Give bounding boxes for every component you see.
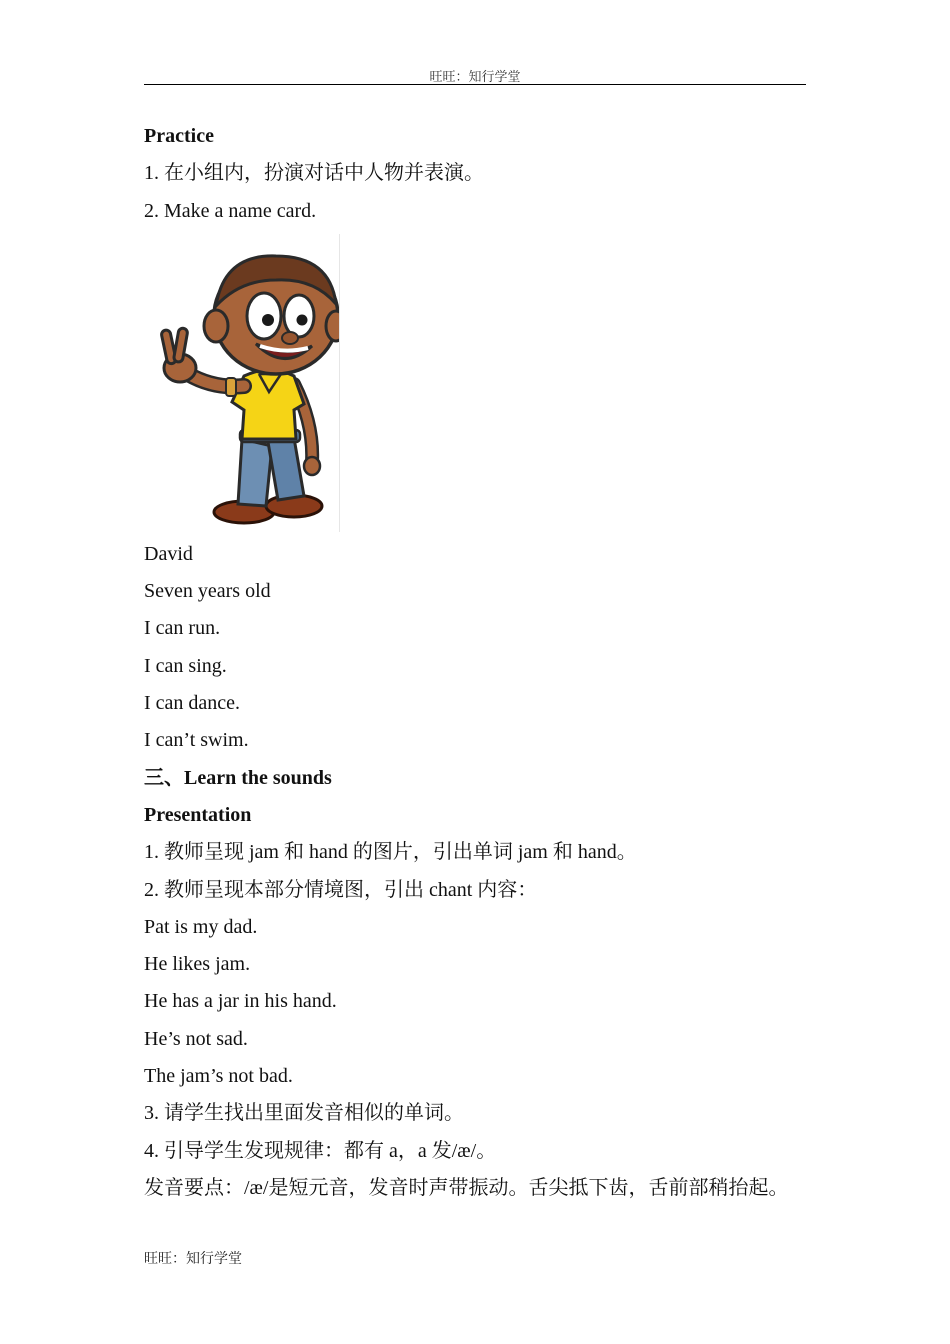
- practice-heading: Practice: [144, 125, 214, 147]
- practice-item-1: 1. 在小组内，扮演对话中人物并表演。: [144, 162, 484, 185]
- name-card-line: I can run.: [144, 617, 221, 640]
- practice-item-2: 2. Make a name card.: [144, 199, 317, 222]
- cartoon-boy-peace-sign-icon: [144, 234, 340, 532]
- chant-line: He likes jam.: [144, 953, 251, 976]
- chant-line: He has a jar in his hand.: [144, 990, 337, 1013]
- presentation-step-4: 4. 引导学生发现规律：都有 a，a 发/æ/。: [144, 1139, 497, 1162]
- chant-line: Pat is my dad.: [144, 915, 258, 938]
- image-edge: [339, 234, 340, 532]
- name-card-line: I can sing.: [144, 654, 227, 677]
- page-footer: 旺旺：知行学堂: [144, 1252, 242, 1267]
- name-card-line: Seven years old: [144, 580, 271, 603]
- document-body: [144, 118, 834, 1207]
- presentation-step-2: 2. 教师呈现本部分情境图，引出 chant 内容：: [144, 878, 538, 901]
- pronunciation-tip: 发音要点：/æ/是短元音，发音时声带振动。舌尖抵下齿，舌前部稍抬起。: [144, 1176, 789, 1199]
- chant-line: He’s not sad.: [144, 1027, 248, 1050]
- name-card-line: I can dance.: [144, 692, 241, 715]
- page-header: 旺旺：知行学堂: [429, 69, 521, 84]
- presentation-heading: Presentation: [144, 803, 252, 826]
- presentation-step-3: 3. 请学生找出里面发音相似的单词。: [144, 1102, 464, 1125]
- presentation-step-1: 1. 教师呈现 jam 和 hand 的图片，引出单词 jam 和 hand。: [144, 841, 637, 864]
- cartoon-boy-image: [144, 234, 340, 532]
- header-rule: [144, 84, 806, 85]
- chant-line: The jam’s not bad.: [144, 1065, 293, 1088]
- sounds-heading: 三、Learn the sounds: [144, 766, 332, 789]
- name-card-line: David: [144, 542, 193, 565]
- name-card-line: I can’t swim.: [144, 729, 249, 752]
